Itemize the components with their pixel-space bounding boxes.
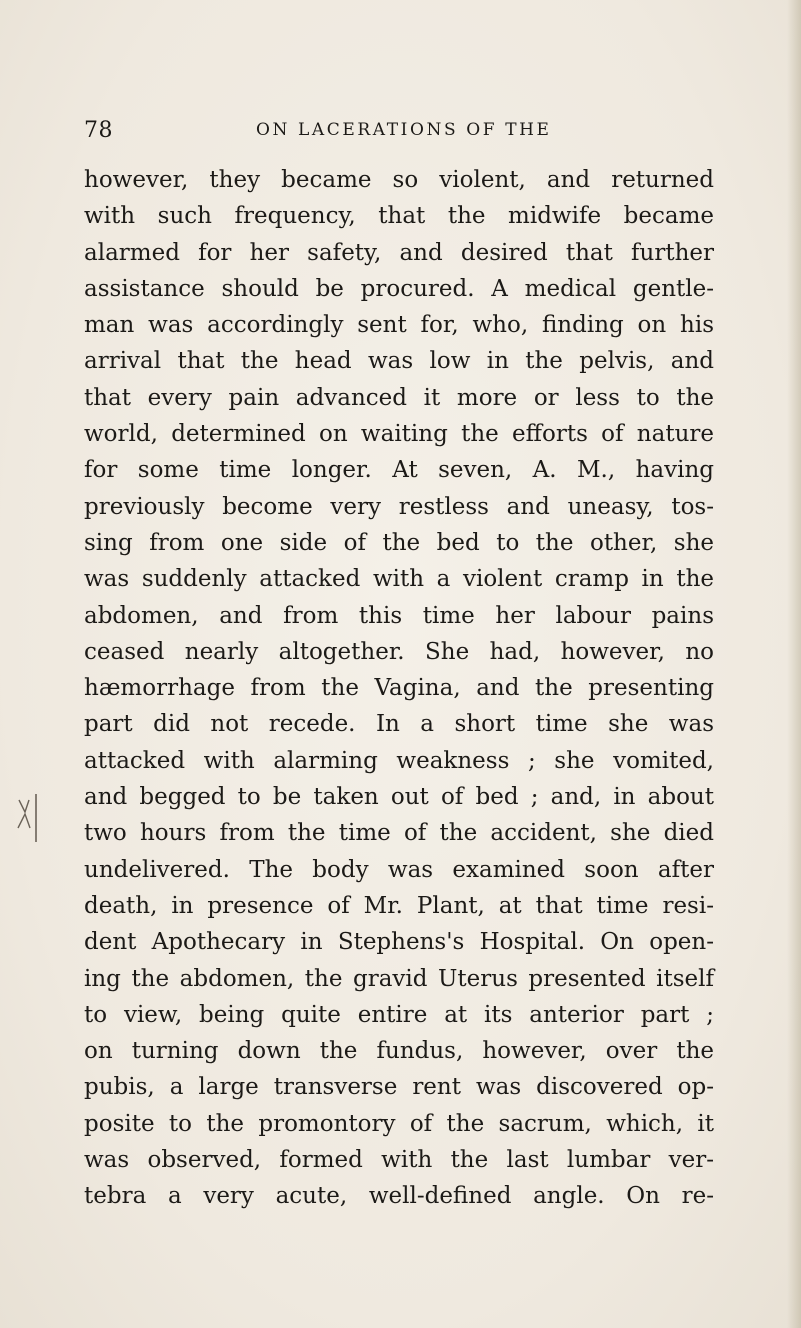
text-line: dent Apothecary in Stephens's Hospital. On open- — [84, 929, 714, 956]
text-line: world, determined on waiting the efforts of nature — [84, 421, 714, 448]
text-line: to view, being quite entire at its anterior part ; — [84, 1001, 714, 1028]
text-line: man was accordingly sent for, who, finding on his — [84, 312, 714, 339]
text-line: for some time longer. At seven, A. M., having — [84, 457, 714, 484]
text-line: was observed, formed with the last lumbar ver- — [84, 1147, 714, 1174]
text-line: two hours from the time of the accident, she died — [84, 820, 714, 847]
text-line: that every pain advanced it more or less to the — [84, 384, 714, 411]
text-line: assistance should be procured. A medical gentle- — [84, 275, 714, 302]
text-line: undelivered. The body was examined soon after — [84, 856, 714, 883]
text-line: previously become very restless and uneasy, tos- — [84, 493, 714, 520]
page-number: 78 — [84, 118, 113, 143]
text-line: alarmed for her safety, and desired that further — [84, 239, 714, 266]
text-line: ing the abdomen, the gravid Uterus presented itself — [84, 965, 714, 992]
text-line: posite to the promontory of the sacrum, which, it — [84, 1110, 714, 1137]
text-line: death, in presence of Mr. Plant, at that time resi- — [84, 892, 714, 919]
text-line: on turning down the fundus, however, over the — [84, 1038, 714, 1065]
text-line: tebra a very acute, well-defined angle. On re- — [84, 1183, 714, 1210]
text-line: however, they became so violent, and returned — [84, 167, 714, 193]
text-line: sing from one side of the bed to the other, she — [84, 529, 714, 556]
text-line: pubis, a large transverse rent was discovered op- — [84, 1074, 714, 1101]
text-line: hæmorrhage from the Vagina, and the presenting — [84, 675, 714, 702]
body-text — [84, 162, 714, 1215]
text-line: and begged to be taken out of bed ; and, in about — [84, 784, 714, 811]
page-header — [84, 118, 744, 158]
text-line: arrival that the head was low in the pelvis, and — [84, 348, 714, 375]
running-head: ON LACERATIONS OF THE — [256, 120, 552, 140]
text-line: part did not recede. In a short time she was — [84, 711, 714, 738]
text-line: ceased nearly altogether. She had, however, no — [84, 638, 714, 665]
text-line: with such frequency, that the midwife became — [84, 203, 714, 230]
text-line: was suddenly attacked with a violent cramp in the — [84, 566, 714, 593]
page-edge-shadow — [787, 0, 801, 1328]
text-line: attacked with alarming weakness ; she vomited, — [84, 747, 714, 774]
text-line: abdomen, and from this time her labour pains — [84, 602, 714, 629]
handwritten-margin-mark — [16, 786, 42, 846]
